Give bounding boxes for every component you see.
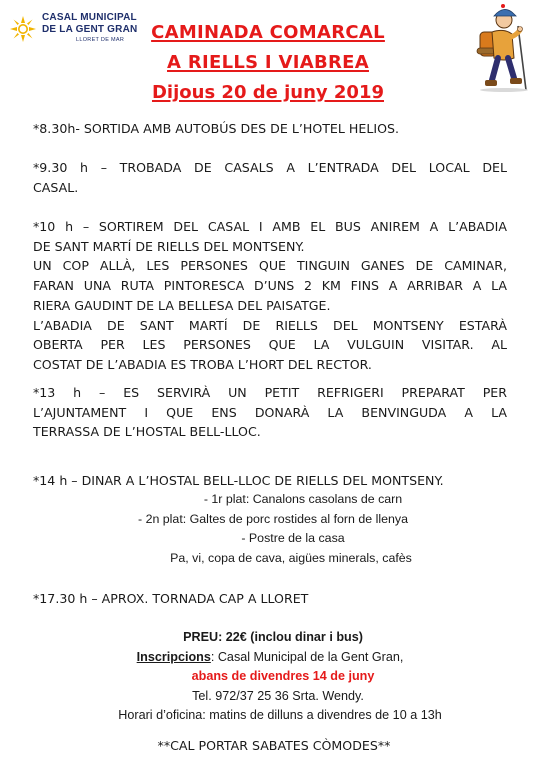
schedule-item-1300 xyxy=(33,383,507,442)
logo-line-3: LLORET DE MAR xyxy=(76,37,125,43)
title-line-1: CAMINADA COMARCAL xyxy=(151,22,385,43)
inscriptions-text xyxy=(0,648,536,668)
price-text: PREU: 22€ (inclou dinar i bus) xyxy=(183,630,363,644)
logo-line-2: DE LA GENT GRAN xyxy=(42,24,138,35)
footer-note: **CAL PORTAR SABATES CÒMODES** xyxy=(157,738,391,753)
inscriptions-value: : Casal Municipal de la Gent Gran, xyxy=(210,649,404,664)
schedule-item-1000 xyxy=(33,217,507,375)
schedule-line: DE SANT MARTÍ DE RIELLS DEL MONTSENY. xyxy=(33,238,305,254)
schedule-line: *14 h – DINAR A L’HOSTAL BELL-LLOC DE RIELLS DEL MONTSENY. xyxy=(33,473,444,488)
phone-text: Tel. 972/37 25 36 Srta. Wendy. xyxy=(192,688,364,703)
office-hours-text: Horari d’oficina: matins de dilluns a divendres de 10 a 13h xyxy=(118,708,442,722)
schedule-line: *9.30 h – TROBADA DE CASALS A L’ENTRADA DEL LOCAL DEL xyxy=(33,160,507,175)
schedule-line: UN COP ALLÀ, LES PERSONES QUE TINGUIN GANES DE CAMINAR, xyxy=(33,258,507,274)
deadline-text: abans de divendres 14 de juny xyxy=(191,669,375,683)
menu-item: - Postre de la casa xyxy=(241,531,345,546)
schedule-line: RIERA GAUDINT DE LA BELLESA DEL PAISATGE. xyxy=(33,297,331,313)
schedule-line: COSTAT DE L’ABADIA ES TROBA L’HORT DEL RECTOR. xyxy=(33,356,372,372)
schedule-line: *13 h – ES SERVIRÀ UN PETIT REFRIGERI PREPARAT PER xyxy=(33,385,507,400)
schedule-item-0930 xyxy=(33,158,507,197)
schedule-line: OBERTA PER LES PERSONES QUE LA VULGUIN VISITAR. AL xyxy=(33,337,507,353)
logo-line-1: CASAL MUNICIPAL xyxy=(42,12,137,23)
title-date: Dijous 20 de juny 2019 xyxy=(151,82,384,103)
schedule-line: *17.30 h – APROX. TORNADA CAP A LLORET xyxy=(33,591,309,606)
title-line-2: A RIELLS I VIABREA xyxy=(167,52,369,73)
info-block xyxy=(0,628,536,726)
schedule-item-1730 xyxy=(33,589,507,609)
menu-item: Pa, vi, copa de cava, aigües minerals, cafès xyxy=(170,551,412,566)
schedule-line: L’ABADIA DE SANT MARTÍ DE RIELLS DEL MONTSENY ESTARÀ xyxy=(33,317,507,333)
lunch-menu xyxy=(0,490,536,569)
inscriptions-label: Inscripcions xyxy=(136,649,211,664)
schedule-line: TERRASSA DE L’HOSTAL BELL-LLOC. xyxy=(33,424,261,440)
schedule-item-0830 xyxy=(33,119,507,139)
schedule-line: *8.30h- SORTIDA AMB AUTOBÚS DES DE L’HOTEL HELIOS. xyxy=(33,121,399,136)
schedule-line: *10 h – SORTIREM DEL CASAL I AMB EL BUS ANIREM A L’ABADIA xyxy=(33,219,507,234)
menu-item: - 1r plat: Canalons casolans de carn xyxy=(203,492,403,506)
schedule-line: FARAN UNA RUTA PINTORESCA D’UNS 2 KM FINS A ARRIBAR A LA xyxy=(33,278,507,294)
schedule-item-1400 xyxy=(33,471,507,491)
schedule-line: CASAL. xyxy=(33,179,79,195)
hiker-illustration-icon xyxy=(468,2,534,94)
schedule-line: L’AJUNTAMENT I QUE ENS DONARÀ LA BENVINGUDA A LA xyxy=(33,404,507,420)
menu-item: - 2n plat: Galtes de porc rostides al forn de llenya xyxy=(138,511,408,526)
